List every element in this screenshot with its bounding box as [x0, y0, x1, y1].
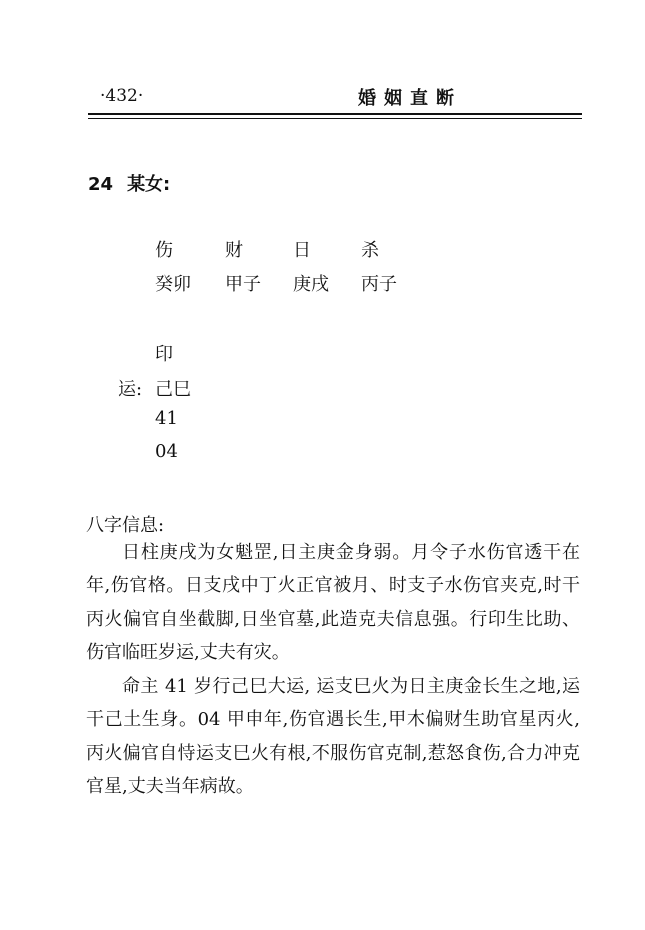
luck-pillar: 己巳 — [155, 379, 191, 400]
header-rule-thin — [88, 118, 582, 119]
luck-label: 运: — [118, 379, 143, 400]
ten-god-year: 伤 — [155, 240, 173, 261]
running-title: 婚姻直断 — [358, 88, 462, 109]
ten-god-month: 财 — [225, 240, 243, 261]
paragraph-2: 命主 41 岁行己巳大运, 运支巳火为日主庚金长生之地,运干己土生身。04 甲申年,伤官遇长生,甲木偏财生助官星丙火,丙火偏官自恃运支巳火有根,不服伤官克制,惹怒食伤,合力冲克官星,丈夫当年病故。 — [86, 676, 580, 797]
pillar-year: 癸卯 — [155, 274, 191, 295]
case-title: 某女: — [127, 174, 171, 195]
pillar-hour: 丙子 — [361, 274, 397, 295]
pillar-day: 庚戌 — [293, 274, 329, 295]
case-number: 24 — [88, 174, 114, 195]
luck-ten-god: 印 — [155, 344, 173, 365]
page-number: ·432· — [100, 86, 144, 106]
section-heading: 八字信息: — [86, 515, 165, 536]
luck-year: 04 — [155, 441, 178, 462]
paragraph-1: 日柱庚戌为女魁罡,日主庚金身弱。月令子水伤官透干在年,伤官格。日支戌中丁火正官被月、时支子水伤官夹克,时干丙火偏官自坐截脚,日坐官墓,此造克夫信息强。行印生比助、伤官临旺岁运,丈夫有灾。 — [86, 542, 580, 663]
luck-age: 41 — [155, 408, 178, 429]
page-header — [88, 84, 582, 110]
case-heading — [88, 170, 170, 196]
pillar-month: 甲子 — [225, 274, 261, 295]
ten-god-hour: 杀 — [361, 240, 379, 261]
ten-god-day: 日 — [293, 240, 311, 261]
header-rule — [88, 113, 582, 115]
